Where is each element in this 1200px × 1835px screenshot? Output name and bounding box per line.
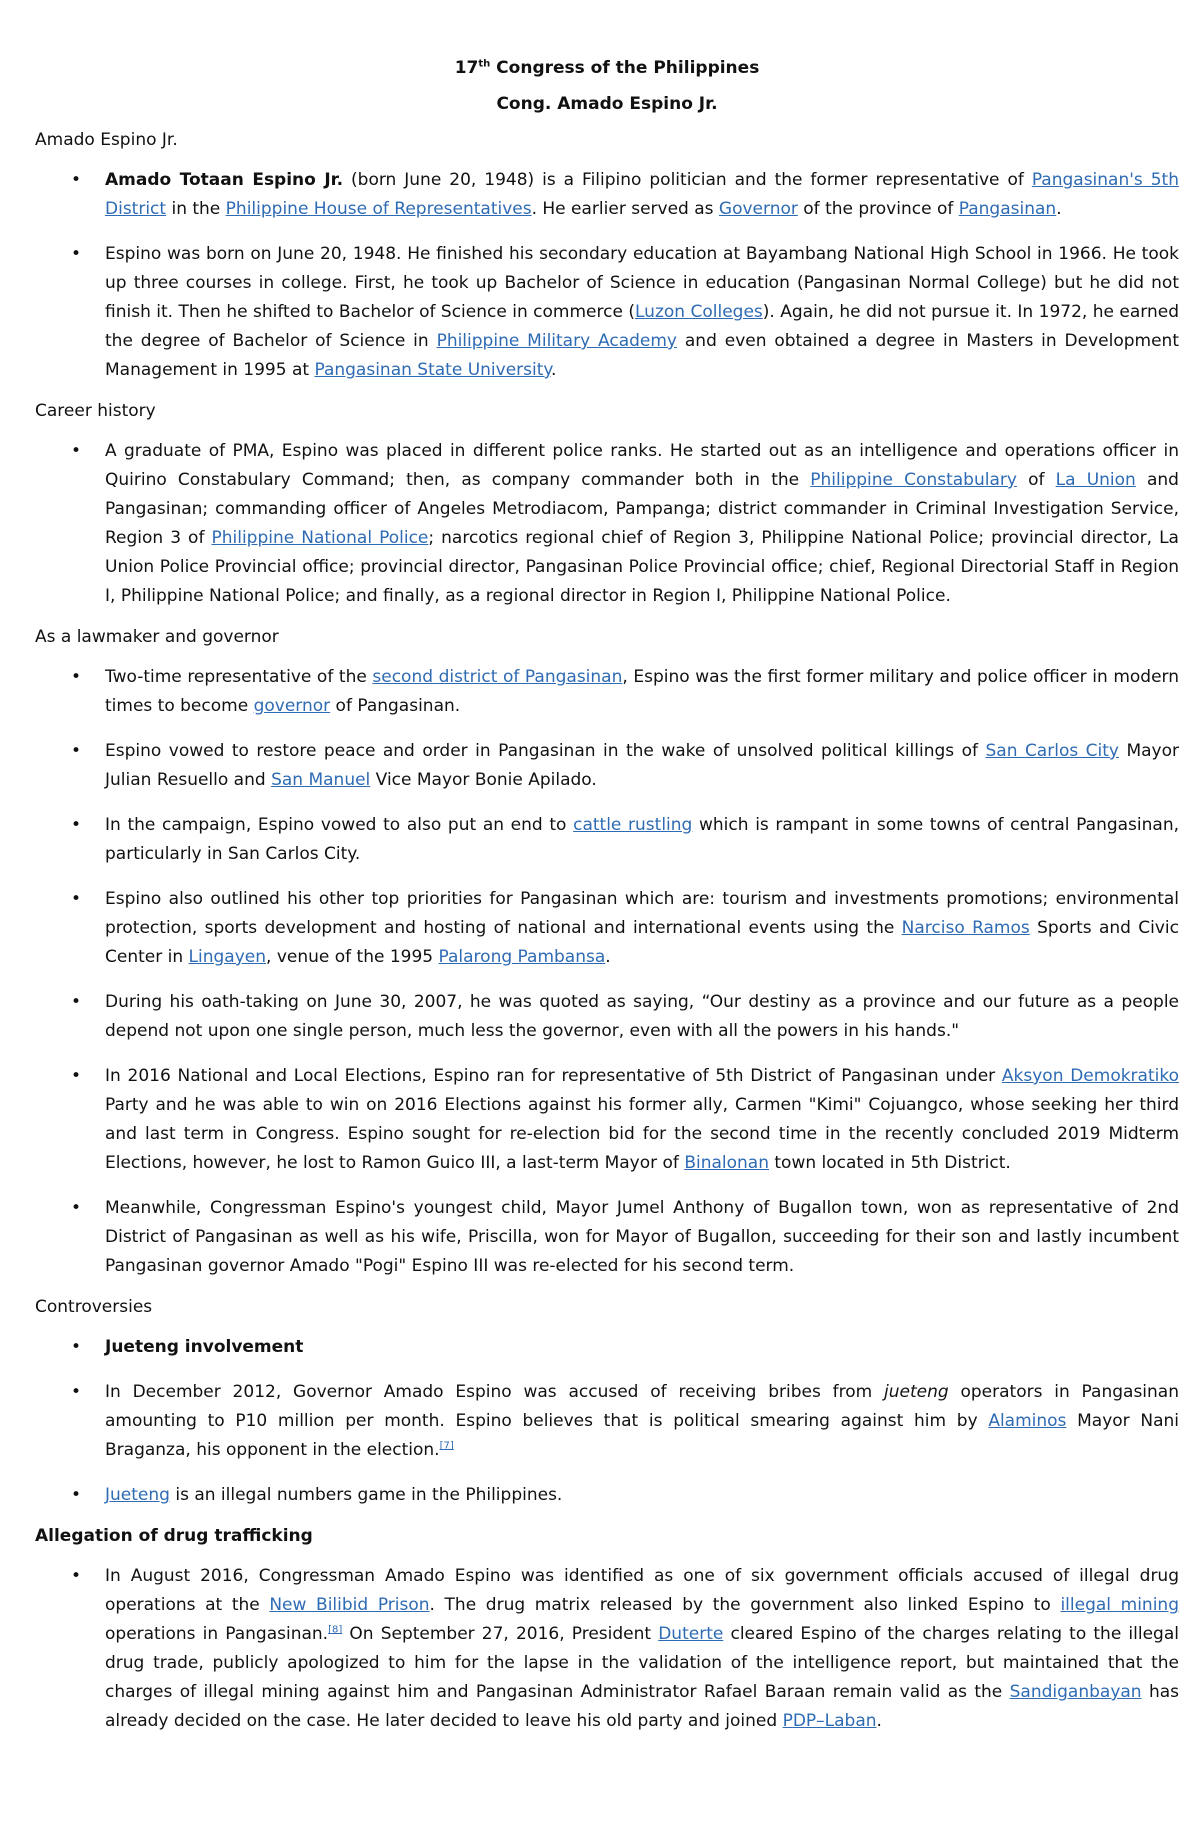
link-pdp-laban[interactable]: PDP–Laban — [782, 1711, 877, 1731]
reference-link-8[interactable]: [8] — [328, 1624, 343, 1636]
heading-drug-trafficking: Allegation of drug trafficking — [35, 1526, 313, 1546]
link-la-union[interactable]: La Union — [1055, 470, 1136, 490]
link-pangasinan-state-university[interactable]: Pangasinan State University — [314, 360, 552, 380]
list-item: • In December 2012, Governor Amado Espino was accused of receiving bribes from jueteng operators in Pangasinan amounting to P10 million per month. Espino believes that is political smearing against him by Alaminos Mayor Nani Braganza, his opponent in the election.[7] — [35, 1378, 1179, 1465]
career-list — [35, 437, 1179, 611]
reference-link-7[interactable]: [7] — [439, 1440, 454, 1452]
link-duterte[interactable]: Duterte — [658, 1624, 724, 1644]
list-item: • In the campaign, Espino vowed to also put an end to cattle rustling which is rampant in some towns of central Pangasinan, particularly in San Carlos City. — [35, 811, 1179, 869]
title-text: Congress of the Philippines — [490, 58, 760, 78]
link-san-carlos-city[interactable]: San Carlos City — [985, 741, 1119, 761]
link-illegal-mining[interactable]: illegal mining — [1060, 1595, 1179, 1615]
link-second-district[interactable]: second district of Pangasinan — [372, 667, 623, 687]
list-item: • Espino was born on June 20, 1948. He finished his secondary education at Bayambang National High School in 1966. He took up three courses in college. First, he took up Bachelor of Science in education (Pangasinan Normal College) but he did not finish it. Then he shifted to Bachelor of Science in commerce (Luzon Colleges). Again, he did not pursue it. In 1972, he earned the degree of Bachelor of Science in Philippine Military Academy and even obtained a degree in Masters in Development Management in 1995 at Pangasinan State University. — [35, 240, 1179, 385]
title-number: 17 — [454, 58, 479, 78]
link-jueteng[interactable]: Jueteng — [105, 1485, 170, 1505]
list-item: • Two-time representative of the second district of Pangasinan, Espino was the first former military and police officer in modern times to become governor of Pangasinan. — [35, 663, 1179, 721]
heading-career: Career history — [35, 401, 156, 421]
list-item: • Amado Totaan Espino Jr. (born June 20, 1948) is a Filipino politician and the former representative of Pangasinan's 5th District in the Philippine House of Representatives. He earlier served as Governor of the province of Pangasinan. — [35, 166, 1179, 224]
link-binalonan[interactable]: Binalonan — [684, 1153, 769, 1173]
list-item: • Jueteng involvement — [35, 1333, 1179, 1362]
controversies-list — [35, 1333, 1179, 1510]
intro-list — [35, 166, 1179, 385]
link-luzon-colleges[interactable]: Luzon Colleges — [635, 302, 763, 322]
link-house-of-representatives[interactable]: Philippine House of Representatives — [225, 199, 532, 219]
list-item: • In 2016 National and Local Elections, Espino ran for representative of 5th District of Pangasinan under Aksyon Demokratiko Party and he was able to win on 2016 Elections against his former ally, Carmen "Kimi" Cojuangco, whose seeking her third and last term in Congress. Espino sought for re-election bid for the second time in the recently concluded 2019 Midterm Elections, however, he lost to Ramon Guico III, a last-term Mayor of Binalonan town located in 5th District. — [35, 1062, 1179, 1178]
list-item: • During his oath-taking on June 30, 2007, he was quoted as saying, “Our destiny as a province and our future as a people depend not upon one single person, much less the governor, even with all the powers in his hands." — [35, 988, 1179, 1046]
page-subtitle: Cong. Amado Espino Jr. — [496, 94, 718, 114]
link-pangasinan[interactable]: Pangasinan — [958, 199, 1057, 219]
list-item: • A graduate of PMA, Espino was placed in different police ranks. He started out as an intelligence and operations officer in Quirino Constabulary Command; then, as company commander both in the Philippine Constabulary of La Union and Pangasinan; commanding officer of Angeles Metrodiacom, Pampanga; district commander in Criminal Investigation Service, Region 3 of Philippine National Police; narcotics regional chief of Region 3, Philippine National Police; provincial director, La Union Police Provincial office; provincial director, Pangasinan Police Provincial office; chief, Regional Directorial Staff in Region I, Philippine National Police; and finally, as a regional director in Region I, Philippine National Police. — [35, 437, 1179, 611]
list-item: • Espino also outlined his other top priorities for Pangasinan which are: tourism and investments promotions; environmental protection, sports development and hosting of national and international events using the Narciso Ramos Sports and Civic Center in Lingayen, venue of the 1995 Palarong Pambansa. — [35, 885, 1179, 972]
heading-lawmaker: As a lawmaker and governor — [35, 627, 279, 647]
link-new-bilibid-prison[interactable]: New Bilibid Prison — [269, 1595, 430, 1615]
link-sandiganbayan[interactable]: Sandiganbayan — [1009, 1682, 1142, 1702]
heading-controversies: Controversies — [35, 1297, 153, 1317]
link-lingayen[interactable]: Lingayen — [188, 947, 267, 967]
link-philippine-constabulary[interactable]: Philippine Constabulary — [810, 470, 1017, 490]
title-superscript: th — [478, 58, 491, 70]
link-narciso-ramos[interactable]: Narciso Ramos — [901, 918, 1030, 938]
link-governor-2[interactable]: governor — [253, 696, 331, 716]
page-title — [35, 58, 1179, 78]
link-san-manuel[interactable]: San Manuel — [271, 770, 371, 790]
drug-list — [35, 1562, 1179, 1736]
link-palarong-pambansa[interactable]: Palarong Pambansa — [438, 947, 606, 967]
list-item: • In August 2016, Congressman Amado Espino was identified as one of six government officials accused of illegal drug operations at the New Bilibid Prison. The drug matrix released by the government also linked Espino to illegal mining operations in Pangasinan.[8] On September 27, 2016, President Duterte cleared Espino of the charges relating to the illegal drug trade, publicly apologized to him for the lapse in the validation of the intelligence report, but maintained that the charges of illegal mining against him and Pangasinan Administrator Rafael Baraan remain valid as the Sandiganbayan has already decided on the case. He later decided to leave his old party and joined PDP–Laban. — [35, 1562, 1179, 1736]
link-cattle-rustling[interactable]: cattle rustling — [573, 815, 693, 835]
link-philippine-military-academy[interactable]: Philippine Military Academy — [436, 331, 677, 351]
heading-intro: Amado Espino Jr. — [35, 130, 178, 150]
lawmaker-list — [35, 663, 1179, 1281]
link-alaminos[interactable]: Alaminos — [988, 1411, 1067, 1431]
list-item: • Jueteng is an illegal numbers game in the Philippines. — [35, 1481, 1179, 1510]
link-governor[interactable]: Governor — [718, 199, 798, 219]
list-item: • Meanwhile, Congressman Espino's youngest child, Mayor Jumel Anthony of Bugallon town, won as representative of 2nd District of Pangasinan as well as his wife, Priscilla, won for Mayor of Bugallon, succeeding for their son and lastly incumbent Pangasinan governor Amado "Pogi" Espino III was re-elected for his second term. — [35, 1194, 1179, 1281]
link-pangasinan-5th-district[interactable]: Pangasinan's 5th District — [105, 170, 1179, 219]
list-item: • Espino vowed to restore peace and order in Pangasinan in the wake of unsolved political killings of San Carlos City Mayor Julian Resuello and San Manuel Vice Mayor Bonie Apilado. — [35, 737, 1179, 795]
link-philippine-national-police[interactable]: Philippine National Police — [211, 528, 429, 548]
link-aksyon-demokratiko[interactable]: Aksyon Demokratiko — [1001, 1066, 1179, 1086]
